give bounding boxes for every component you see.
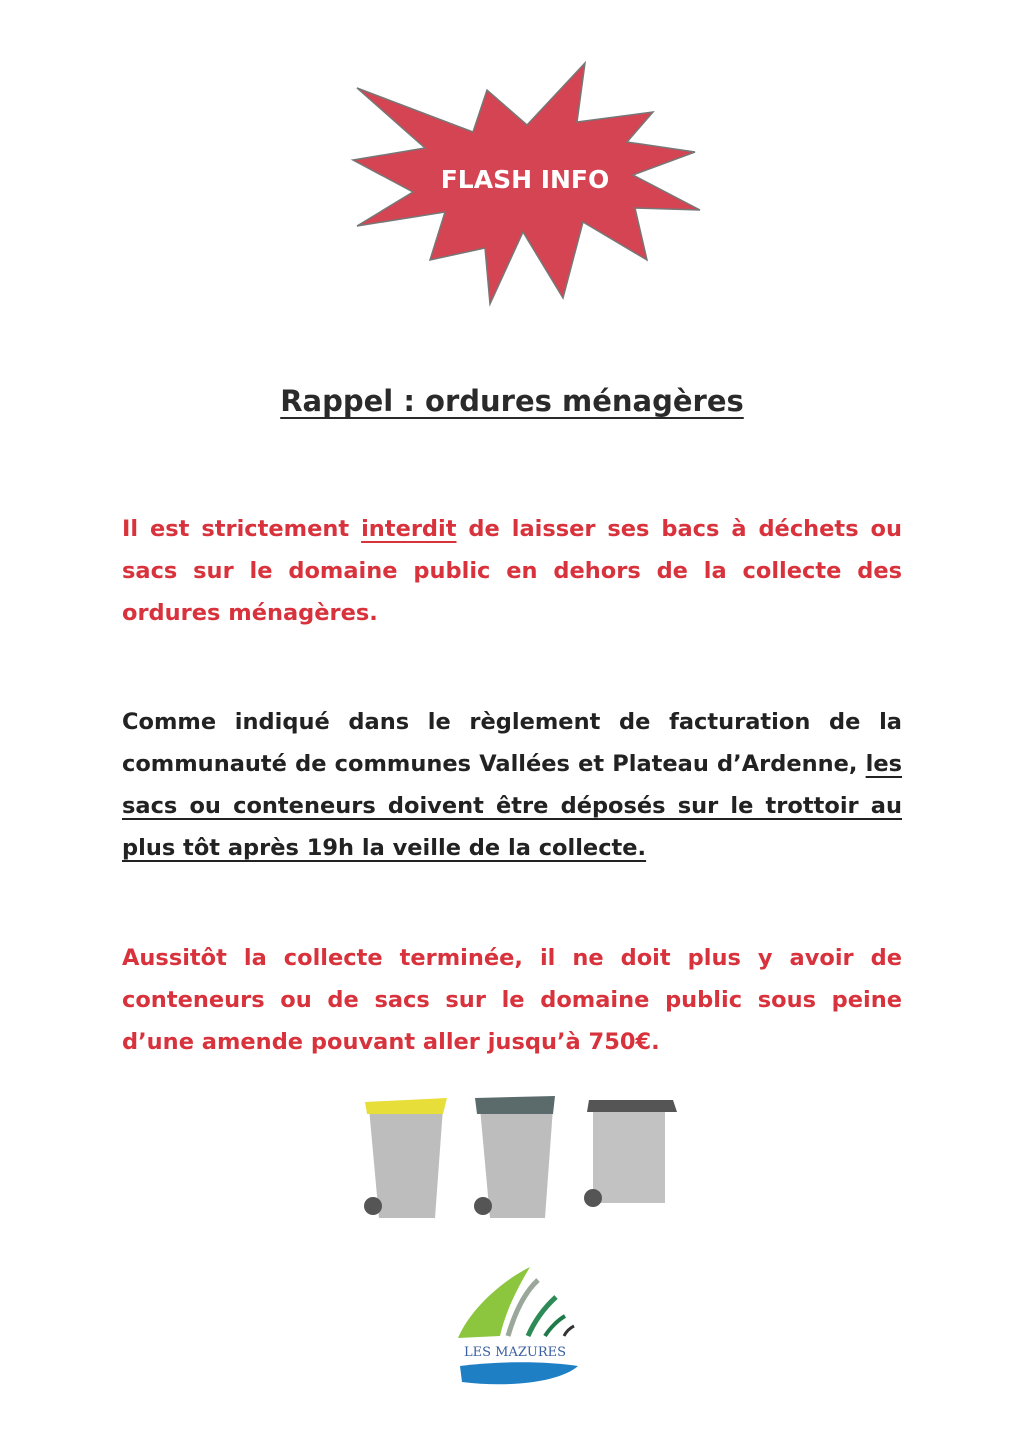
yellow-bin-icon [364,1098,447,1218]
flash-info-text: FLASH INFO [440,165,610,194]
emphasis-interdit: interdit [361,516,457,542]
paragraph-fine: Aussitôt la collecte terminée, il ne doit plus y avoir de conteneurs ou de sacs sur le domaine public sous peine d’une amende pouvant aller jusqu’à 750€. [122,945,902,1055]
logo-text: LES MAZURES [463,1345,567,1360]
page-title: Rappel : ordures ménagères [280,384,744,418]
dark-lid-bin-icon [584,1100,677,1207]
flash-info-banner [345,60,705,310]
paragraph-prohibition: Il est strictement interdit de laisser ses bacs à déchets ou sacs sur le domaine public en dehors de la collecte des ordures ménagères. [122,516,902,626]
waste-bins-image [355,1088,685,1228]
paragraph-regulation: Comme indiqué dans le règlement de facturation de la communauté de communes Vallées et Plateau d’Ardenne, les sacs ou conteneurs doivent être déposés sur le trottoir au plus tôt après 19h la veille de la collecte. [122,709,902,861]
grey-lid-bin-icon [474,1096,555,1218]
les-mazures-logo [450,1262,585,1392]
emphasis-deposit-rule: les sacs ou conteneurs doivent être déposés sur le trottoir au plus tôt après 19h la veille de la collecte. [122,751,902,861]
